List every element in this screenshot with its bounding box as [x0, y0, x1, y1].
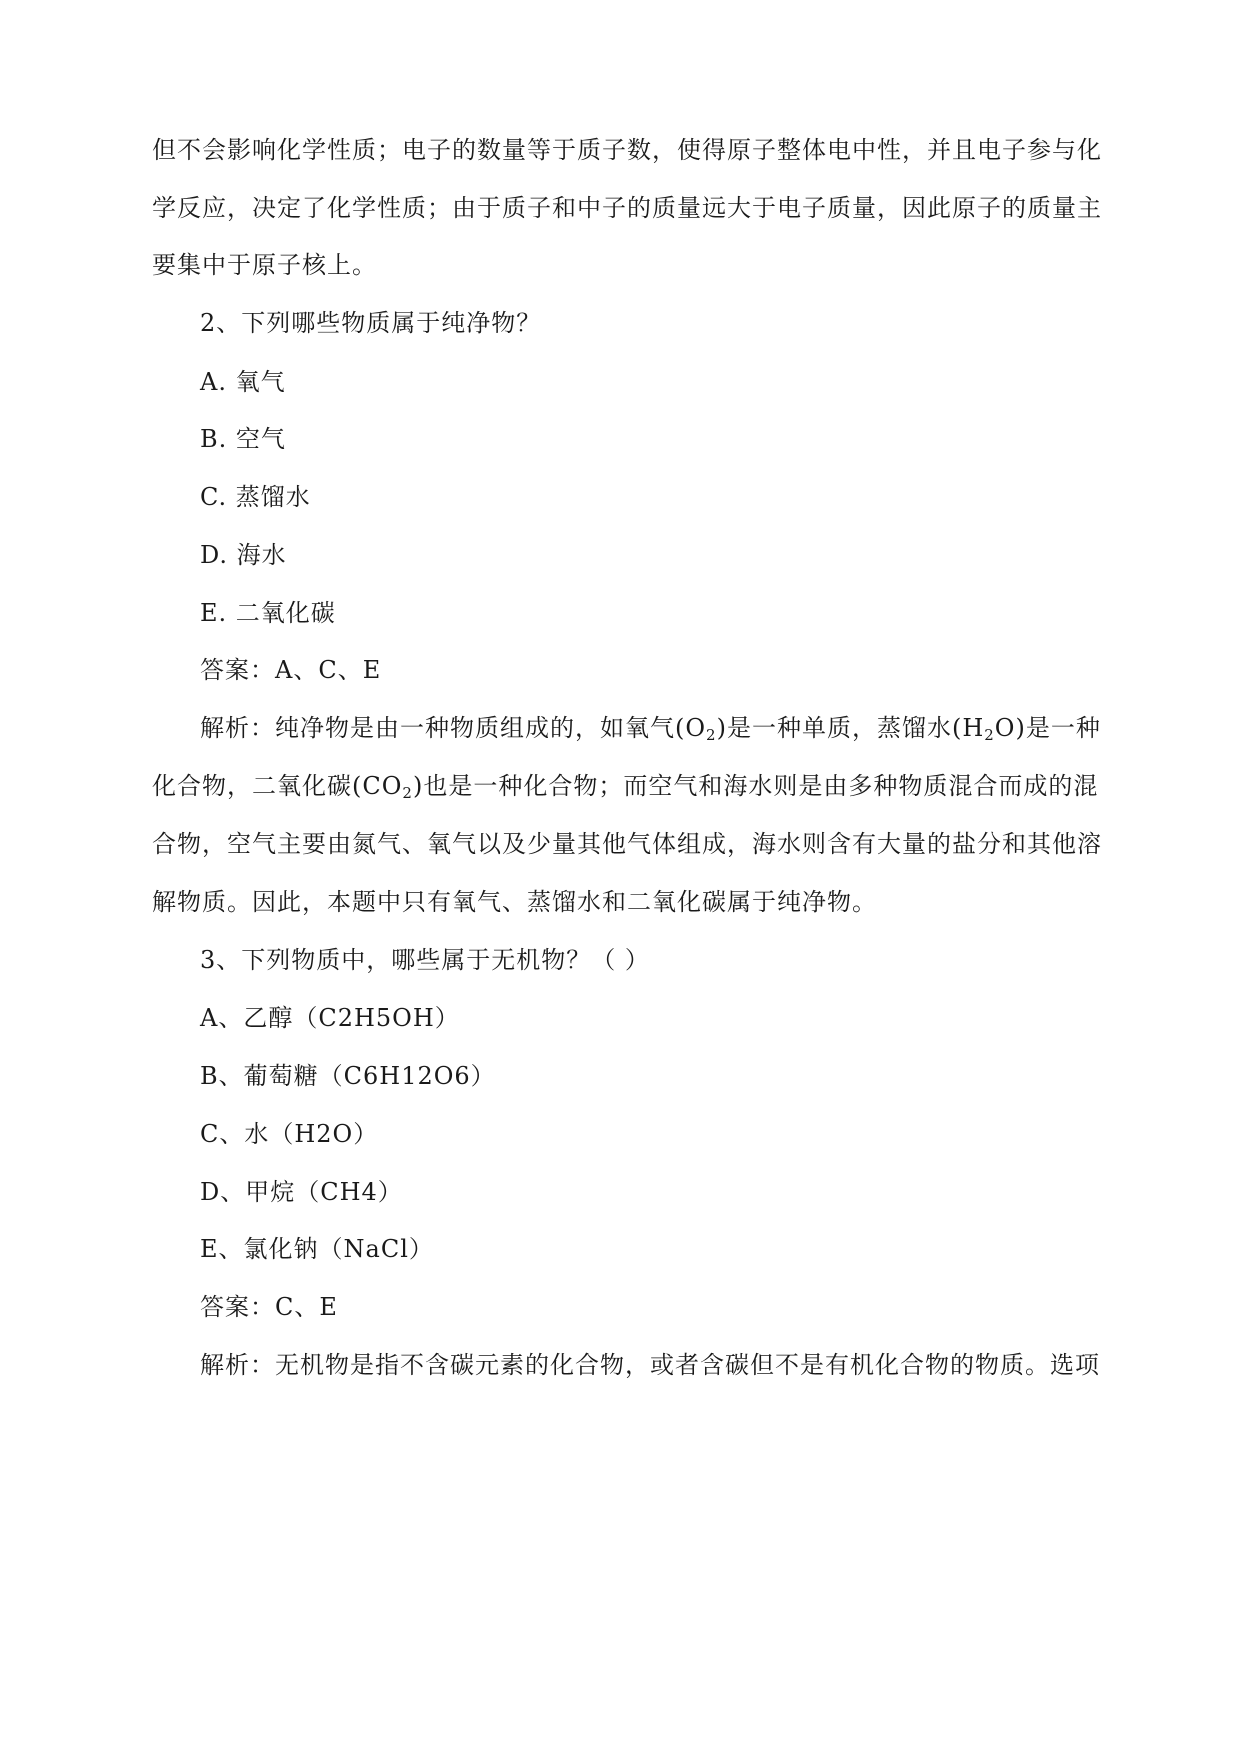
- option-e: E. 二氧化碳: [200, 599, 336, 627]
- analysis-line: 解物质。因此，本题中只有氧气、蒸馏水和二氧化碳属于纯净物。: [152, 888, 877, 916]
- paragraph-line: 学反应，决定了化学性质；由于质子和中子的质量远大于电子质量，因此原子的质量主: [152, 194, 1102, 222]
- option-a: A. 氧气: [200, 368, 286, 396]
- subscript: 2: [984, 726, 995, 744]
- analysis-text: )也是一种化合物；而空气和海水则是由多种物质混合而成的混: [412, 772, 1099, 800]
- option-d: D. 海水: [200, 541, 287, 569]
- paragraph-line: 要集中于原子核上。: [152, 251, 377, 279]
- analysis-text: 解析：纯净物是由一种物质组成的，如氧气(O: [200, 714, 707, 742]
- analysis-line: 合物，空气主要由氮气、氧气以及少量其他气体组成，海水则含有大量的盐分和其他溶: [152, 830, 1102, 858]
- option-b: B. 空气: [200, 425, 286, 453]
- analysis-line: [200, 712, 1101, 744]
- option-d: D、甲烷（CH4）: [200, 1178, 403, 1206]
- option-a: A、乙醇（C2H5OH）: [200, 1004, 460, 1032]
- question-3: 3、下列物质中，哪些属于无机物？（ ）: [200, 946, 650, 974]
- option-c: C. 蒸馏水: [200, 483, 311, 511]
- subscript: 2: [706, 726, 717, 744]
- question-2: 2、下列哪些物质属于纯净物？: [200, 309, 542, 337]
- analysis-text: O)是一种: [994, 714, 1101, 742]
- option-e: E、氯化钠（NaCl）: [200, 1235, 434, 1263]
- subscript: 2: [402, 784, 413, 802]
- analysis-line: 解析：无机物是指不含碳元素的化合物，或者含碳但不是有机化合物的物质。选项: [200, 1351, 1100, 1379]
- analysis-line: [152, 770, 1098, 802]
- answer: 答案：C、E: [200, 1293, 338, 1321]
- option-b: B、葡萄糖（C6H12O6）: [200, 1062, 496, 1090]
- paragraph-line: 但不会影响化学性质；电子的数量等于质子数，使得原子整体电中性，并且电子参与化: [152, 136, 1102, 164]
- analysis-text: 化合物，二氧化碳(CO: [152, 772, 403, 800]
- option-c: C、水（H2O）: [200, 1120, 379, 1148]
- answer: 答案：A、C、E: [200, 656, 382, 684]
- analysis-text: )是一种单质，蒸馏水(H: [716, 714, 985, 742]
